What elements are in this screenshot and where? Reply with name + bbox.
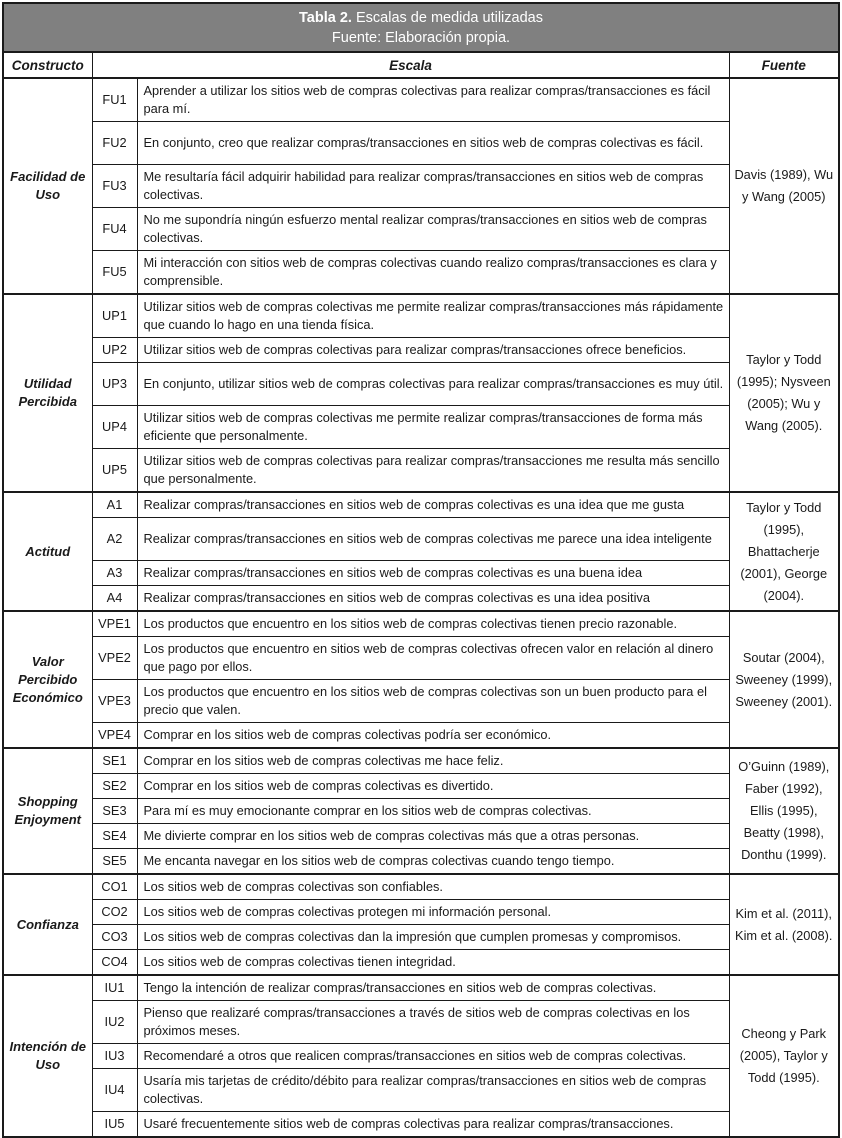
table-row	[3, 165, 839, 208]
item-text: Utilizar sitios web de compras colectivas me permite realizar compras/transacciones de forma más eficiente que personalmente.	[137, 406, 729, 449]
item-code: A4	[92, 586, 137, 612]
item-text: Me resultaría fácil adquirir habilidad para realizar compras/transacciones en sitios web de compras colectivas.	[137, 165, 729, 208]
table-row	[3, 586, 839, 612]
table-row	[3, 1044, 839, 1069]
table-row	[3, 561, 839, 586]
table-caption	[3, 3, 839, 52]
fuente-cell: Soutar (2004), Sweeney (1999), Sweeney (2001).	[729, 611, 839, 748]
item-text: Tengo la intención de realizar compras/transacciones en sitios web de compras colectivas.	[137, 975, 729, 1001]
table-title-text: Escalas de medida utilizadas	[351, 10, 543, 26]
item-code: CO1	[92, 874, 137, 900]
constructo-cell: Confianza	[3, 874, 92, 975]
constructo-cell: Actitud	[3, 492, 92, 611]
table-row	[3, 748, 839, 774]
item-text: Mi interacción con sitios web de compras colectivas cuando realizo compras/transacciones es clara y comprensible.	[137, 251, 729, 295]
item-text: Realizar compras/transacciones en sitios web de compras colectivas es una buena idea	[137, 561, 729, 586]
item-text: Recomendaré a otros que realicen compras/transacciones en sitios web de compras colectivas.	[137, 1044, 729, 1069]
table-row	[3, 900, 839, 925]
table-caption-row	[3, 3, 839, 52]
item-text: Los productos que encuentro en sitios web de compras colectivas ofrecen valor en relación al dinero que pago por ellos.	[137, 637, 729, 680]
item-text: Realizar compras/transacciones en sitios web de compras colectivas es una idea positiva	[137, 586, 729, 612]
item-text: Comprar en los sitios web de compras colectivas es divertido.	[137, 774, 729, 799]
item-code: FU1	[92, 78, 137, 122]
table-row	[3, 849, 839, 875]
item-code: SE3	[92, 799, 137, 824]
item-text: Usaría mis tarjetas de crédito/débito para realizar compras/transacciones en sitios web de compras colectivas.	[137, 1069, 729, 1112]
table-title	[4, 8, 838, 28]
table-row	[3, 611, 839, 637]
table-row	[3, 208, 839, 251]
constructo-cell: Utilidad Percibida	[3, 294, 92, 492]
item-text: Utilizar sitios web de compras colectivas para realizar compras/transacciones me resulta más sencillo que personalmente.	[137, 449, 729, 493]
table-row	[3, 518, 839, 561]
fuente-cell: Davis (1989), Wu y Wang (2005)	[729, 78, 839, 294]
table-row	[3, 251, 839, 295]
table-row	[3, 975, 839, 1001]
table-row	[3, 925, 839, 950]
item-text: Realizar compras/transacciones en sitios web de compras colectivas es una idea que me gusta	[137, 492, 729, 518]
table-row	[3, 294, 839, 338]
table-row	[3, 449, 839, 493]
item-code: IU4	[92, 1069, 137, 1112]
table-row	[3, 774, 839, 799]
table-row	[3, 492, 839, 518]
item-text: Los sitios web de compras colectivas dan la impresión que cumplen promesas y compromisos.	[137, 925, 729, 950]
item-text: En conjunto, creo que realizar compras/transacciones en sitios web de compras colectivas es fácil.	[137, 122, 729, 165]
item-text: No me supondría ningún esfuerzo mental realizar compras/transacciones en sitios web de compras colectivas.	[137, 208, 729, 251]
item-text: Utilizar sitios web de compras colectivas me permite realizar compras/transacciones más rápidamente que cuando lo hago en una tienda física.	[137, 294, 729, 338]
item-code: UP3	[92, 363, 137, 406]
table-source-note: Fuente: Elaboración propia.	[331, 30, 511, 46]
table-body	[3, 78, 839, 1137]
table-row	[3, 874, 839, 900]
item-code: CO4	[92, 950, 137, 976]
item-text: Los sitios web de compras colectivas son confiables.	[137, 874, 729, 900]
item-text: Los productos que encuentro en los sitios web de compras colectivas son un buen producto para el precio que valen.	[137, 680, 729, 723]
fuente-cell: Taylor y Todd (1995), Bhattacherje (2001), George (2004).	[729, 492, 839, 611]
table-row	[3, 1112, 839, 1138]
item-code: UP5	[92, 449, 137, 493]
item-text: Los sitios web de compras colectivas tienen integridad.	[137, 950, 729, 976]
table-row	[3, 723, 839, 749]
item-code: IU2	[92, 1001, 137, 1044]
item-text: Me encanta navegar en los sitios web de compras colectivas cuando tengo tiempo.	[137, 849, 729, 875]
item-code: A2	[92, 518, 137, 561]
header-fuente: Fuente	[729, 52, 839, 78]
table-row	[3, 78, 839, 122]
item-text: Los productos que encuentro en los sitios web de compras colectivas tienen precio razonable.	[137, 611, 729, 637]
item-code: A3	[92, 561, 137, 586]
table-header-row	[3, 52, 839, 78]
fuente-cell: Kim et al. (2011), Kim et al. (2008).	[729, 874, 839, 975]
item-code: SE1	[92, 748, 137, 774]
item-text: Comprar en los sitios web de compras colectivas me hace feliz.	[137, 748, 729, 774]
table-row	[3, 1069, 839, 1112]
table-row	[3, 799, 839, 824]
constructo-cell: Valor Percibido Económico	[3, 611, 92, 748]
item-text: En conjunto, utilizar sitios web de compras colectivas para realizar compras/transacciones es muy útil.	[137, 363, 729, 406]
item-text: Me divierte comprar en los sitios web de compras colectivas más que a otras personas.	[137, 824, 729, 849]
item-code: IU5	[92, 1112, 137, 1138]
item-text: Usaré frecuentemente sitios web de compras colectivas para realizar compras/transacciones.	[137, 1112, 729, 1138]
constructo-cell: Shopping Enjoyment	[3, 748, 92, 874]
item-text: Realizar compras/transacciones en sitios web de compras colectivas me parece una idea inteligente	[137, 518, 729, 561]
header-constructo: Constructo	[3, 52, 92, 78]
item-code: A1	[92, 492, 137, 518]
item-code: UP2	[92, 338, 137, 363]
measurement-scales-table	[2, 2, 840, 1138]
measurement-scales-table-container	[2, 2, 838, 1138]
table-row	[3, 637, 839, 680]
header-escala: Escala	[92, 52, 729, 78]
item-text: Utilizar sitios web de compras colectivas para realizar compras/transacciones ofrece beneficios.	[137, 338, 729, 363]
item-code: VPE4	[92, 723, 137, 749]
item-text: Para mí es muy emocionante comprar en los sitios web de compras colectivas.	[137, 799, 729, 824]
item-text: Los sitios web de compras colectivas protegen mi información personal.	[137, 900, 729, 925]
constructo-cell: Intención de Uso	[3, 975, 92, 1137]
table-row	[3, 1001, 839, 1044]
fuente-cell: Taylor y Todd (1995); Nysveen (2005); Wu y Wang (2005).	[729, 294, 839, 492]
table-row	[3, 363, 839, 406]
item-code: FU4	[92, 208, 137, 251]
item-text: Aprender a utilizar los sitios web de compras colectivas para realizar compras/transacciones es fácil para mí.	[137, 78, 729, 122]
table-row	[3, 338, 839, 363]
item-code: UP1	[92, 294, 137, 338]
fuente-cell: Cheong y Park (2005), Taylor y Todd (1995).	[729, 975, 839, 1137]
item-text: Comprar en los sitios web de compras colectivas podría ser económico.	[137, 723, 729, 749]
item-code: FU5	[92, 251, 137, 295]
item-code: VPE2	[92, 637, 137, 680]
table-number: Tabla 2.	[299, 10, 352, 26]
table-row	[3, 406, 839, 449]
item-code: SE4	[92, 824, 137, 849]
item-code: VPE1	[92, 611, 137, 637]
table-row	[3, 680, 839, 723]
item-code: CO2	[92, 900, 137, 925]
item-code: CO3	[92, 925, 137, 950]
item-code: UP4	[92, 406, 137, 449]
table-row	[3, 950, 839, 976]
item-code: IU1	[92, 975, 137, 1001]
table-row	[3, 824, 839, 849]
item-text: Pienso que realizaré compras/transacciones a través de sitios web de compras colectivas en los próximos meses.	[137, 1001, 729, 1044]
constructo-cell: Facilidad de Uso	[3, 78, 92, 294]
item-code: FU3	[92, 165, 137, 208]
table-row	[3, 122, 839, 165]
item-code: IU3	[92, 1044, 137, 1069]
item-code: SE2	[92, 774, 137, 799]
fuente-cell: O’Guinn (1989), Faber (1992), Ellis (1995), Beatty (1998), Donthu (1999).	[729, 748, 839, 874]
item-code: SE5	[92, 849, 137, 875]
item-code: FU2	[92, 122, 137, 165]
item-code: VPE3	[92, 680, 137, 723]
